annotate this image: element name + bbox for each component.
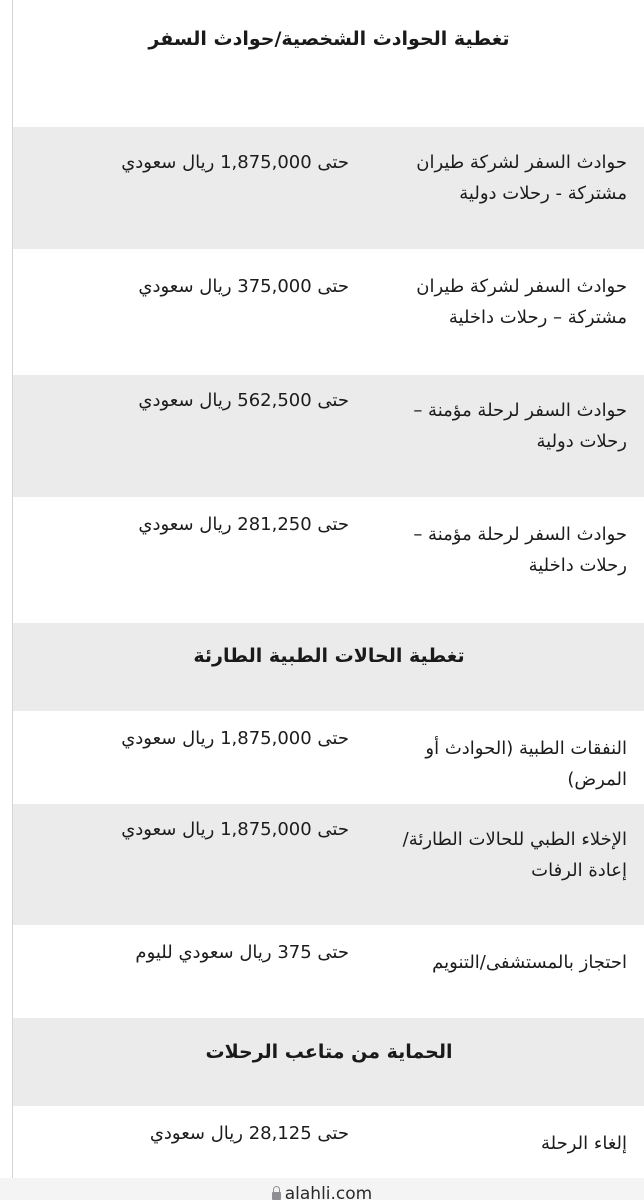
coverage-value: حتى 1,875,000 ريال سعودي	[121, 152, 349, 173]
table-row	[13, 927, 644, 1018]
coverage-value: حتى 375,000 ريال سعودي	[138, 276, 349, 297]
lock-icon	[272, 1192, 281, 1200]
url-text: alahli.com	[284, 1184, 373, 1200]
coverage-value: حتى 1,875,000 ريال سعودي	[121, 819, 349, 840]
coverage-label: النفقات الطبية (الحوادث أو المرض)	[425, 738, 627, 790]
coverage-value: حتى 281,250 ريال سعودي	[138, 514, 349, 535]
coverage-value: حتى 562,500 ريال سعودي	[138, 390, 349, 411]
section-header	[13, 1018, 644, 1108]
coverage-label: حوادث السفر لشركة طيران مشتركة - رحلات دولية	[416, 152, 627, 204]
url-display[interactable]	[272, 1184, 373, 1200]
section-title: الحماية من متاعب الرحلات	[205, 1041, 453, 1063]
table-row	[13, 804, 644, 927]
coverage-label: حوادث السفر لرحلة مؤمنة – رحلات داخلية	[413, 524, 627, 576]
section-title: تغطية الحالات الطبية الطارئة	[193, 645, 465, 667]
coverage-label: حوادث السفر لرحلة مؤمنة – رحلات دولية	[413, 400, 627, 452]
coverage-label: الإخلاء الطبي للحالات الطارئة/إعادة الرفات	[402, 829, 627, 881]
coverage-label: إلغاء الرحلة	[541, 1133, 627, 1154]
section-header	[13, 623, 644, 713]
coverage-table	[12, 0, 644, 1200]
table-row	[13, 251, 644, 375]
coverage-label: حوادث السفر لشركة طيران مشتركة – رحلات داخلية	[416, 276, 627, 328]
table-row	[13, 713, 644, 804]
browser-address-bar[interactable]	[0, 1178, 644, 1200]
table-row	[13, 375, 644, 499]
coverage-label: احتجاز بالمستشفى/التنويم	[432, 952, 627, 973]
coverage-value: حتى 28,125 ريال سعودي	[149, 1123, 349, 1144]
section-header	[13, 0, 644, 127]
section-title: تغطية الحوادث الشخصية/حوادث السفر	[148, 28, 510, 50]
coverage-value: حتى 375 ريال سعودي لليوم	[135, 942, 349, 963]
table-row	[13, 499, 644, 623]
coverage-value: حتى 1,875,000 ريال سعودي	[121, 728, 349, 749]
table-row	[13, 127, 644, 251]
